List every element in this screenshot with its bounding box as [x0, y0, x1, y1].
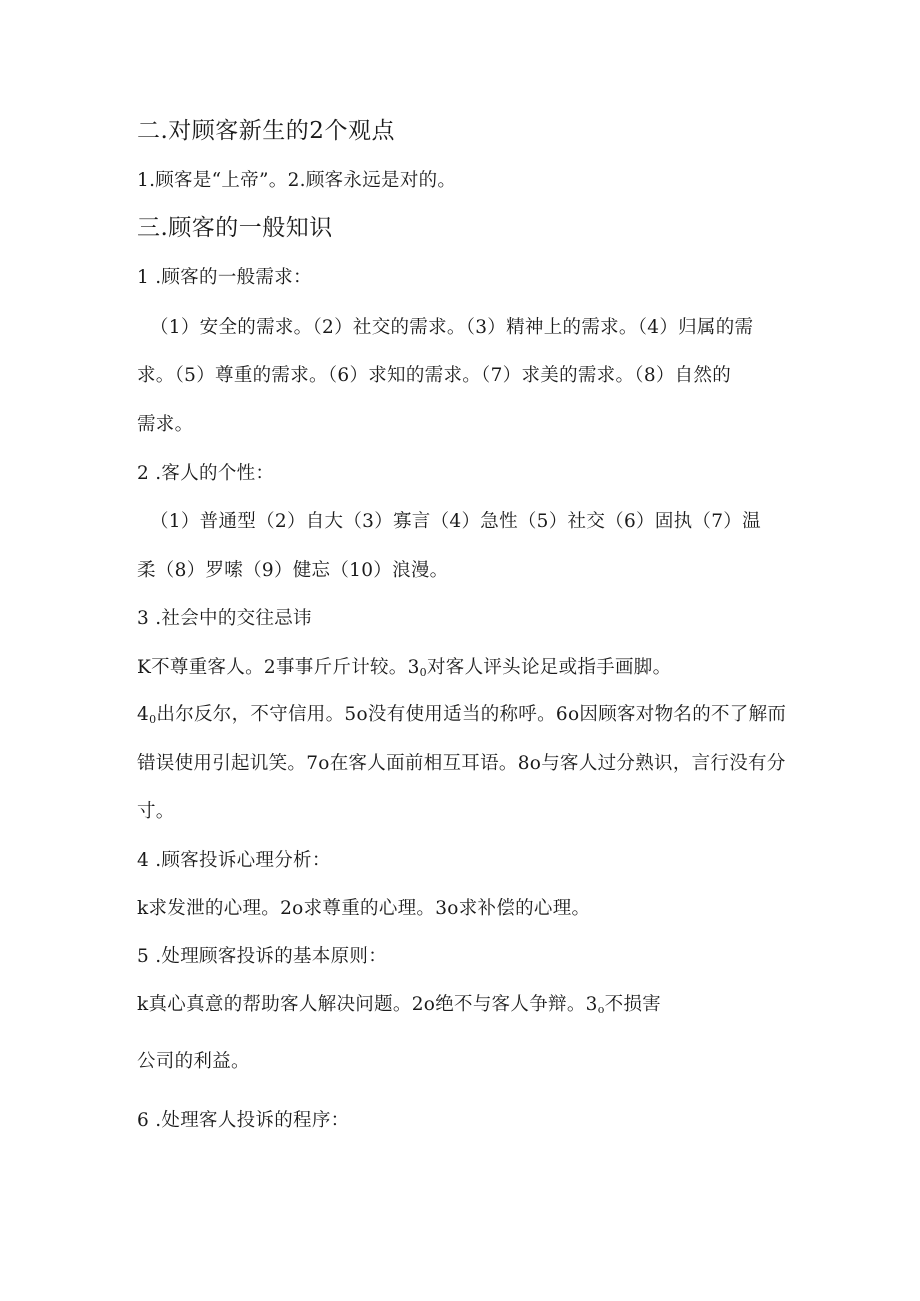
item-5-line-1-part-a: k真心真意的帮助客人解决问题。2o绝不与客人争辩。3: [137, 994, 598, 1015]
item-1-line-2: 求。（5）尊重的需求。（6）求知的需求。（7）求美的需求。（8）自然的: [137, 365, 732, 386]
item-3-line-4: 寸。: [137, 801, 175, 822]
item-3-title: 3 .社会中的交往忌讳: [137, 608, 312, 629]
section-2-heading: 二.对顾客新生的2个观点: [137, 118, 395, 144]
item-2-line-1: （1）普通型（2）自大（3）寡言（4）急性（5）社交（6）固执（7）温: [150, 511, 761, 532]
item-5-line-1-part-b: 不损害: [604, 994, 662, 1015]
item-6-title: 6 .处理客人投诉的程序：: [137, 1110, 350, 1131]
item-5-line-2: 公司的利益。: [137, 1051, 250, 1072]
item-3-line-1-part-a: K不尊重客人。2事事斤斤计较。3: [137, 657, 420, 678]
item-3-line-2-subscript: 0: [149, 713, 157, 726]
item-3-line-2: [137, 703, 786, 732]
item-3-line-2-part-a: 4: [137, 704, 150, 725]
section-3-heading: 三.顾客的一般知识: [137, 215, 333, 241]
item-4-title: 4 .顾客投诉心理分析：: [137, 850, 331, 871]
item-3-line-1-subscript: 0: [419, 666, 427, 679]
section-2-body: 1.顾客是“上帝”。2.顾客永远是对的。: [137, 170, 457, 191]
item-1-line-1: （1）安全的需求。（2）社交的需求。（3）精神上的需求。（4）归属的需: [150, 317, 754, 338]
item-1-line-3: 需求。: [137, 414, 194, 435]
item-3-line-3: 错误使用引起讥笑。7o在客人面前相互耳语。8o与客人过分熟识，言行没有分: [137, 753, 786, 774]
item-5-line-1: [137, 993, 661, 1022]
item-5-title: 5 .处理顾客投诉的基本原则：: [137, 946, 388, 967]
item-3-line-1-part-b: 对客人评头论足或指手画脚。: [426, 657, 672, 678]
item-2-title: 2 .客人的个性：: [137, 463, 275, 484]
item-4-line-1: k求发泄的心理。2o求尊重的心理。3o求补偿的心理。: [137, 898, 591, 919]
item-3-line-2-part-b: 出尔反尔，不守信用。5o没有使用适当的称呼。6o因顾客对物名的不了解而: [156, 704, 787, 725]
item-1-title: 1 .顾客的一般需求：: [137, 267, 312, 288]
item-3-line-1: [137, 656, 671, 685]
item-2-line-2: 柔（8）罗嗦（9）健忘（10）浪漫。: [137, 560, 449, 581]
item-5-line-1-subscript: o: [597, 1003, 605, 1016]
